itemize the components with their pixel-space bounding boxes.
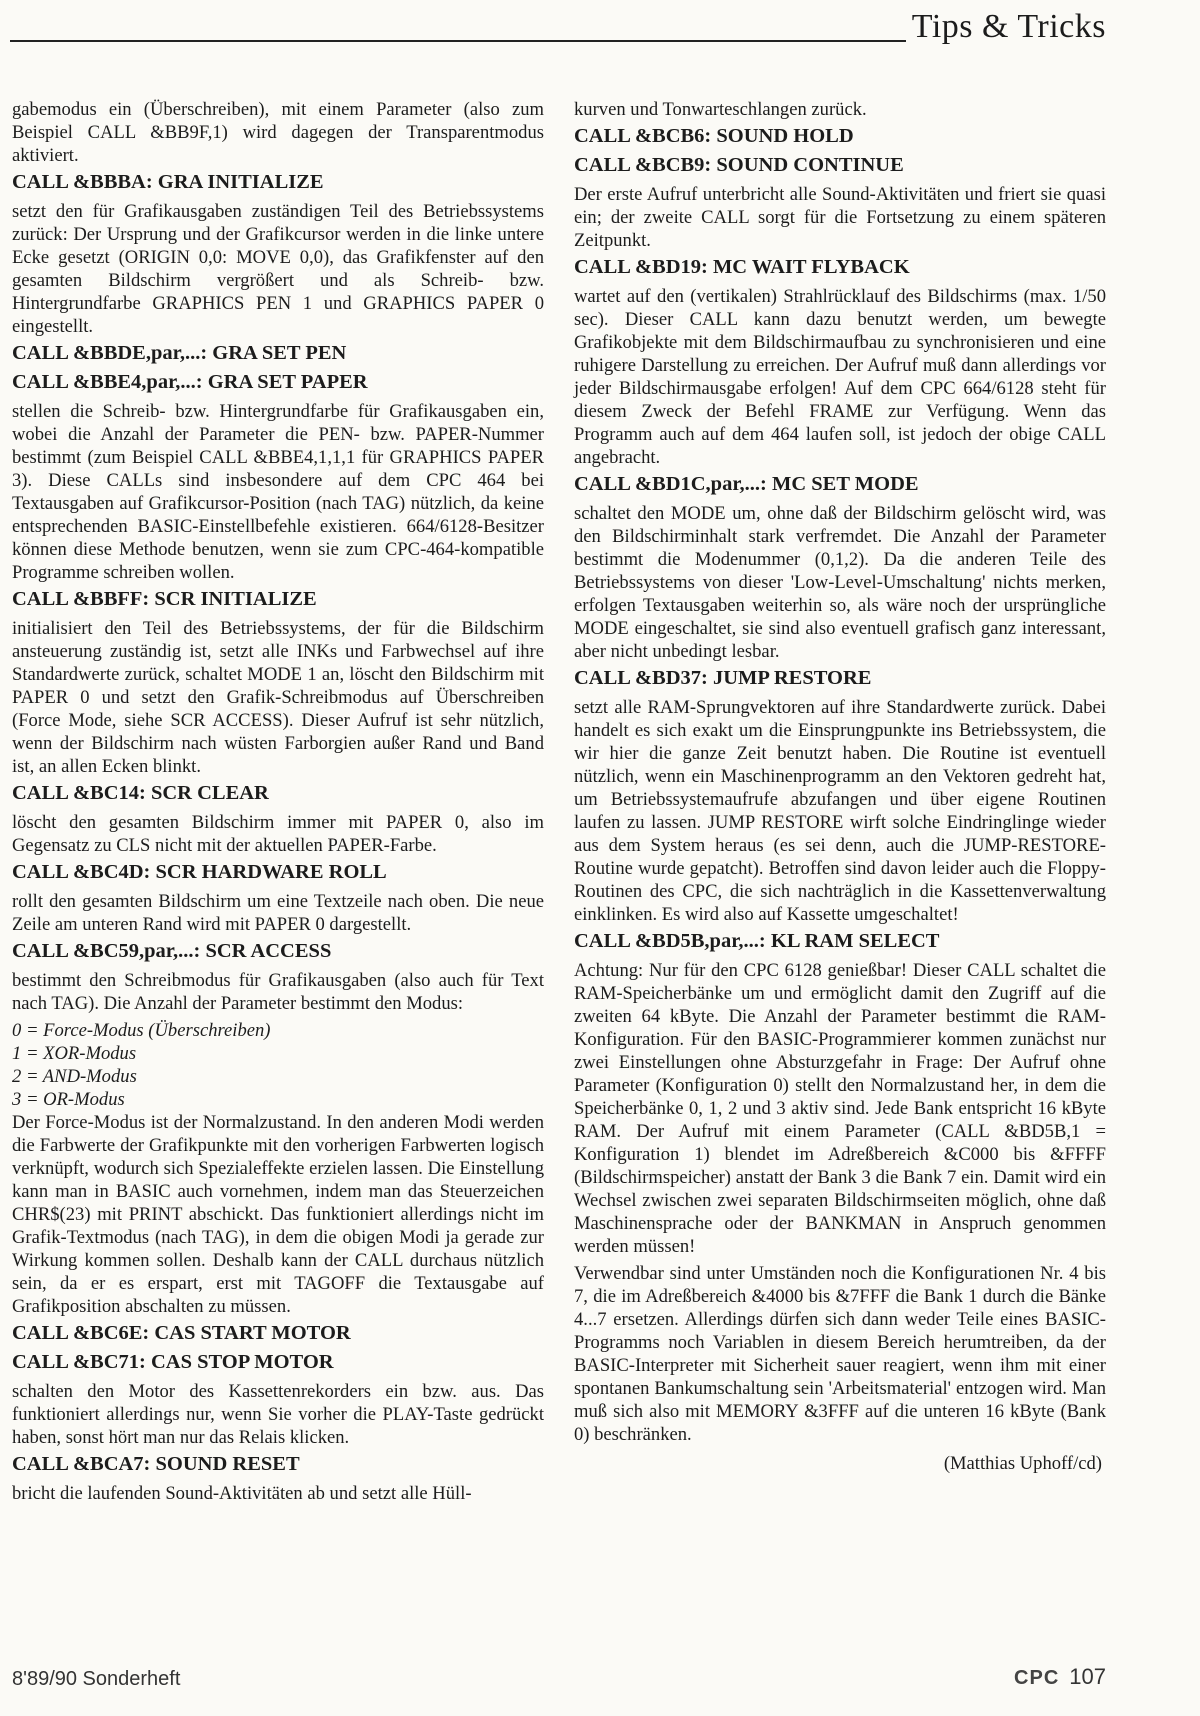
section-title: Tips & Tricks [911,8,1106,45]
call-heading: CALL &BBDE,par,...: GRA SET PEN [12,342,347,364]
page-number: 107 [1069,1664,1106,1689]
call-heading: CALL &BD37: JUMP RESTORE [574,667,872,689]
body-paragraph: initialisiert den Teil des Betriebssystems, der für die Bildschirm ansteuerung zuständig ist, setzt alle INKs und Farbwechsel auf ihre Standardwerte zurück, schaltet MODE 1 an, löscht den Bildschirm mit PAPER 0 und setzt den Grafik-Schreibmodus auf Überschreiben (Force Mode, siehe SCR ACCESS). Dieser Aufruf ist sehr nützlich, wenn der Bildschirm nach wüsten Farborgien außer Rand und Band ist, an allen Ecken blinkt. [12,618,544,777]
call-heading: CALL &BCB6: SOUND HOLD [574,125,854,147]
body-paragraph: rollt den gesamten Bildschirm um eine Textzeile nach oben. Die neue Zeile am unteren Rand wird mit PAPER 0 dargestellt. [12,891,544,935]
right-column [574,98,1106,1479]
body-paragraph: Achtung: Nur für den CPC 6128 genießbar! Dieser CALL schaltet die RAM-Speicherbänke um und ermöglicht damit den Zugriff auf die zweiten 64 kByte. Die Anzahl der Parameter bestimmt die RAM-Konfiguration. Für den BASIC-Programmierer kommen zunächst nur zwei Einstellungen ohne Absturzgefahr in Frage: Der Aufruf ohne Parameter (Konfiguration 0) stellt den Normalzustand her, in dem die Speicherbänke 0, 1, 2 und 3 aktiv sind. Jede Bank entspricht 16 kByte RAM. Der Aufruf mit einem Parameter (CALL &BD5B,1 = Konfiguration 1) blendet im Adreßbereich &C000 bis &FFFF (Bildschirmspeicher) anstatt der Bank 3 die Bank 7 ein. Damit wird ein Wechsel zwischen zwei separaten Bildschirmseiten möglich, ohne daß Maschinensprache oder der BANKMAN in Anspruch genommen werden müssen! [574,960,1106,1257]
call-heading: CALL &BC4D: SCR HARDWARE ROLL [12,861,387,883]
call-heading: CALL &BC14: SCR CLEAR [12,782,269,804]
body-paragraph: setzt den für Grafikausgaben zuständigen Teil des Betriebssystems zurück: Der Ursprung und der Grafikcursor werden in die linke untere Ecke gesetzt (ORIGIN 0,0: MOVE 0,0), das Grafikfenster auf den gesamten Bildschirm vergrößert und als Schreib- bzw. Hintergrundfarbe GRAPHICS PEN 1 und GRAPHICS PAPER 0 eingestellt. [12,201,544,337]
call-heading: CALL &BBE4,par,...: GRA SET PAPER [12,371,368,393]
call-heading: CALL &BBBA: GRA INITIALIZE [12,171,324,193]
body-paragraph: schalten den Motor des Kassettenrekorders ein bzw. aus. Das funktioniert allerdings nur, wenn Sie vorher die PLAY-Taste gedrückt haben, sonst hört man nur das Relais klicken. [12,1381,544,1448]
call-heading: CALL &BBFF: SCR INITIALIZE [12,588,317,610]
body-paragraph: Der erste Aufruf unterbricht alle Sound-Aktivitäten und friert sie quasi ein; der zweite CALL sorgt für die Fortsetzung zu einem späteren Zeitpunkt. [574,184,1106,251]
call-heading: CALL &BC6E: CAS START MOTOR [12,1322,351,1344]
body-paragraph: kurven und Tonwarteschlangen zurück. [574,99,867,120]
call-heading: CALL &BCB9: SOUND CONTINUE [574,154,904,176]
body-paragraph: bestimmt den Schreibmodus für Grafikausgaben (also auch für Text nach TAG). Die Anzahl der Parameter bestimmt den Modus: [12,970,544,1014]
body-paragraph: gabemodus ein (Überschreiben), mit einem Parameter (also zum Beispiel CALL &BB9F,1) wird dagegen der Transparentmodus aktiviert. [12,99,544,166]
call-heading: CALL &BD1C,par,...: MC SET MODE [574,473,919,495]
body-paragraph: Verwendbar sind unter Umständen noch die Konfigurationen Nr. 4 bis 7, die im Adreßbereich &4000 bis &7FFF die Bank 1 durch die Bänke 4...7 ersetzen. Allerdings dürfen sich dann weder Teile eines BASIC-Programms noch Variablen in diesem Bereich herumtreiben, da der BASIC-Interpreter mit Sicherheit sauer reagiert, wenn ihm mit einer spontanen Bankumschaltung sein 'Arbeitsmaterial' entzogen wird. Man muß sich also mit MEMORY &3FFF auf die unteren 16 kByte (Bank 0) beschränken. [574,1263,1106,1445]
call-heading: CALL &BD19: MC WAIT FLYBACK [574,256,910,278]
cpc-logo: CPC [1014,1667,1060,1689]
author-signature: (Matthias Uphoff/cd) [943,1453,1102,1474]
header-rule [10,40,906,42]
call-heading: CALL &BD5B,par,...: KL RAM SELECT [574,930,940,952]
call-heading: CALL &BC59,par,...: SCR ACCESS [12,940,332,962]
body-paragraph: löscht den gesamten Bildschirm immer mit PAPER 0, also im Gegensatz zu CLS nicht mit der aktuellen PAPER-Farbe. [12,812,544,856]
mode-list-item: 2 = AND-Modus [12,1066,137,1087]
page-footer [1014,1664,1106,1690]
body-paragraph: schaltet den MODE um, ohne daß der Bildschirm gelöscht wird, was den Bildschirminhalt stark verfremdet. Die Anzahl der Parameter bestimmt die Modenummer (0,1,2). Da die anderen Teile des Betriebssystems von dieser 'Low-Level-Umschaltung' nichts merken, erfolgen Textausgaben weiterhin so, als wäre noch der ursprüngliche MODE eingeschaltet, sie sind also eventuell grafisch ganz interessant, aber nicht unbedingt lesbar. [574,503,1106,662]
body-paragraph: stellen die Schreib- bzw. Hintergrundfarbe für Grafikausgaben ein, wobei die Anzahl der Parameter die PEN- bzw. PAPER-Nummer bestimmt (zum Beispiel CALL &BBE4,1,1,1 für GRAPHICS PAPER 3). Diese CALLs sind insbesondere auf dem CPC 464 bei Textausgaben auf Grafikcursor-Position (nach TAG) nützlich, da keine entsprechenden BASIC-Einstellbefehle existieren. 664/6128-Besitzer können diese Methode benutzen, wenn sie zum CPC-464-kompatible Programme schreiben wollen. [12,401,544,583]
body-paragraph: Der Force-Modus ist der Normalzustand. In den anderen Modi werden die Farbwerte der Grafikpunkte mit den vorherigen Farbwerten logisch verknüpft, wodurch sich Spezialeffekte erzielen lassen. Die Einstellung kann man in BASIC auch vornehmen, indem man das Steuerzeichen CHR$(23) mit PRINT abschickt. Das funktioniert allerdings nicht im Grafik-Textmodus (nach TAG), in dem die obigen Modi ja gerade zur Wirkung kommen sollen. Deshalb kann der CALL durchaus nützlich sein, da er es erspart, erst mit TAGOFF die Textausgabe auf Grafikposition abschalten zu müssen. [12,1112,544,1317]
mode-list-item: 3 = OR-Modus [12,1089,125,1110]
issue-label: 8'89/90 Sonderheft [12,1668,181,1690]
body-paragraph: wartet auf den (vertikalen) Strahlrücklauf des Bildschirms (max. 1/50 sec). Dieser CALL kann dazu benutzt werden, um bewegte Grafikobjekte mit dem Bildschirmaufbau zu synchronisieren und eine ruhigere Darstellung zu erreichen. Der Aufruf muß dann allerdings vor jeder Bildschirmausgabe erfolgen! Auf dem CPC 664/6128 steht für diesem Zweck der Befehl FRAME zur Verfügung. Wenn das Programm auch auf dem 464 laufen soll, ist jedoch der obige CALL angebracht. [574,286,1106,468]
mode-list-item: 1 = XOR-Modus [12,1043,137,1064]
body-paragraph: bricht die laufenden Sound-Aktivitäten ab und setzt alle Hüll- [12,1483,472,1504]
body-paragraph: setzt alle RAM-Sprungvektoren auf ihre Standardwerte zurück. Dabei handelt es sich exakt um die Einsprungpunkte ins Betriebssystem, die wir hier die ganze Zeit benutzt haben. Die Routine ist eventuell nützlich, wenn ein Maschinenprogramm an den Vektoren gedreht hat, um Betriebssystemaufrufe abzufangen und über eigene Routinen laufen zu lassen. JUMP RESTORE wirft solche Eindringlinge wieder aus dem System heraus (es sei denn, auch die JUMP-RESTORE-Routine wurde gepatcht). Betroffen sind davon leider auch die Floppy-Routinen des CPC, die sich nachträglich in die Kassettenverwaltung einklinken. Es wird also auf Kassette umgeschaltet! [574,697,1106,925]
call-heading: CALL &BCA7: SOUND RESET [12,1453,300,1475]
mode-list-item: 0 = Force-Modus (Überschreiben) [12,1020,271,1041]
left-column [12,98,544,1509]
call-heading: CALL &BC71: CAS STOP MOTOR [12,1351,334,1373]
